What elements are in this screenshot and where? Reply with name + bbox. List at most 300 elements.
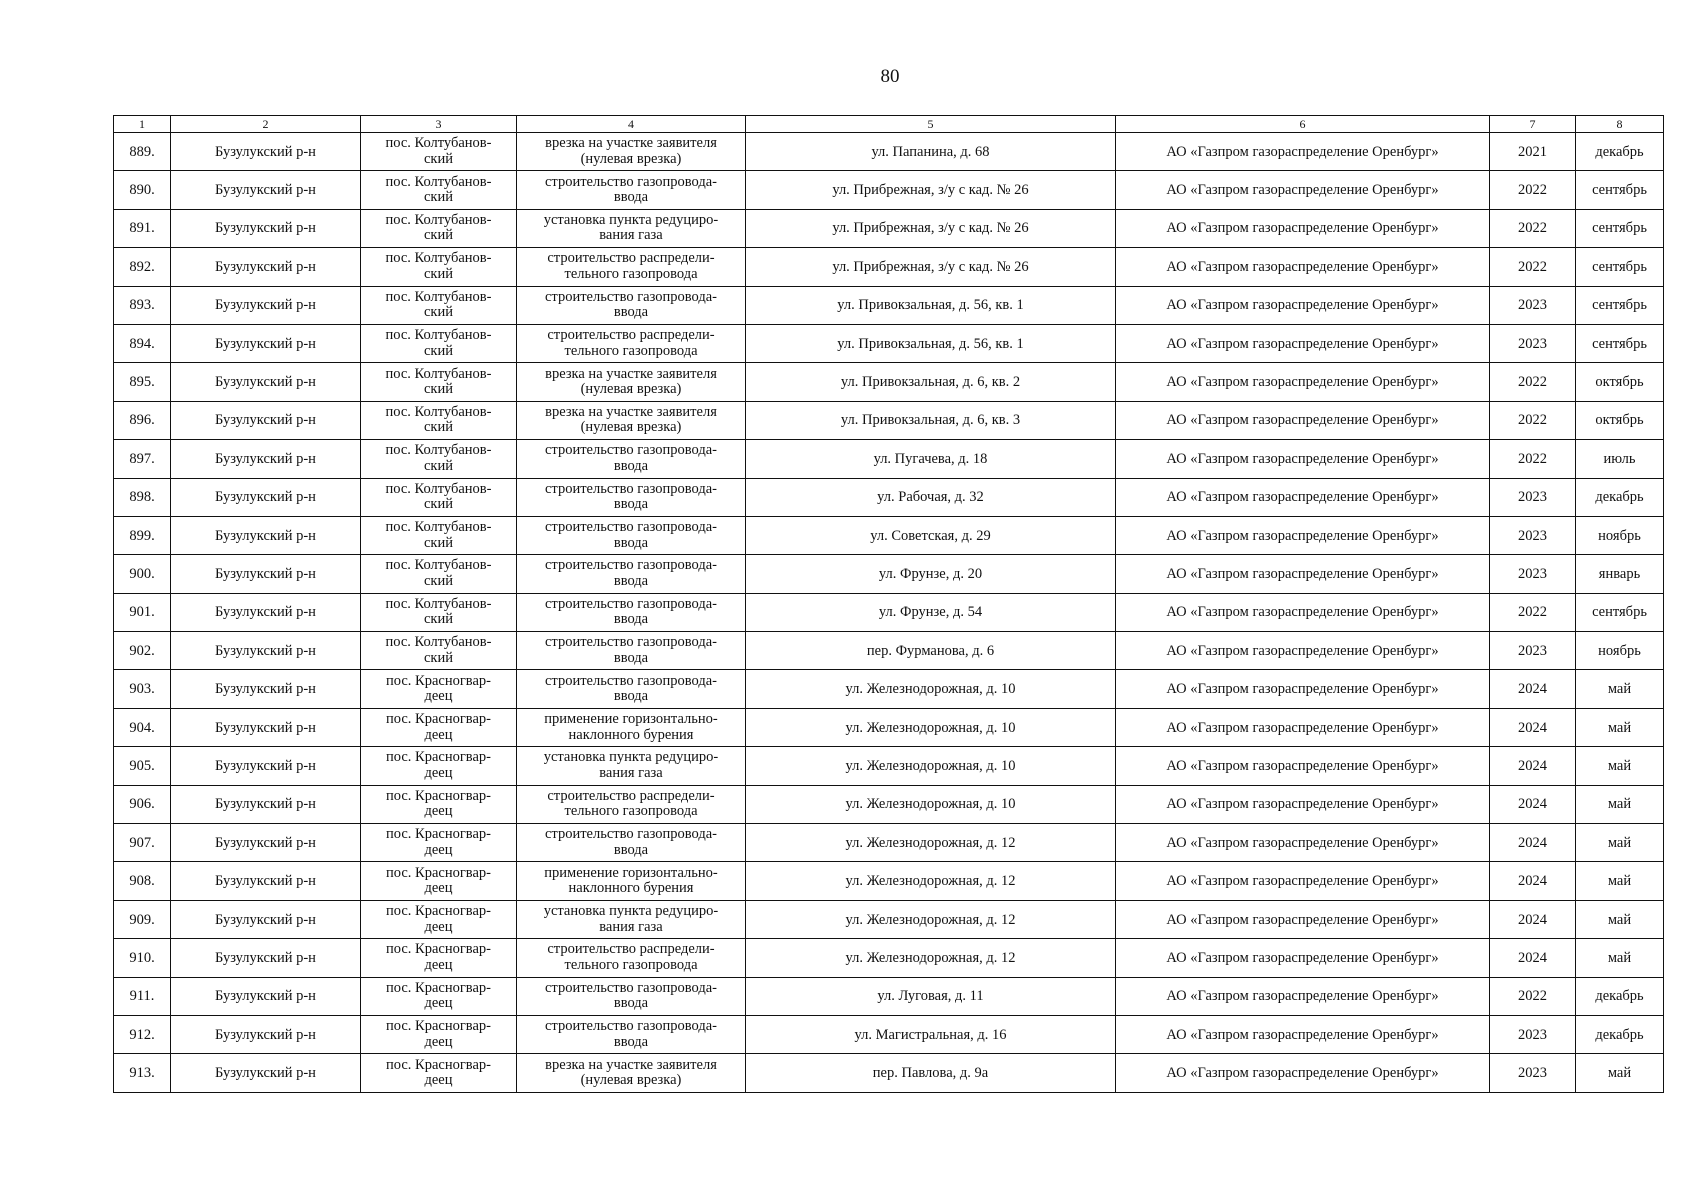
locality-cell-line: пос. Колтубанов- — [385, 365, 492, 382]
year-cell: 2024 — [1490, 824, 1576, 862]
month-cell: сентябрь — [1576, 209, 1664, 247]
locality-cell — [361, 747, 517, 785]
row-number: 897. — [114, 440, 171, 478]
locality-cell-line: деец — [424, 803, 453, 820]
organization-cell: АО «Газпром газораспределение Оренбург» — [1116, 324, 1490, 362]
column-header: 2 — [171, 116, 361, 133]
table-row — [114, 478, 1664, 516]
locality-cell-line: деец — [424, 726, 453, 743]
month-cell: май — [1576, 900, 1664, 938]
month-cell: май — [1576, 1054, 1664, 1092]
work-type-cell-line: строительство газопровода- — [545, 1018, 717, 1035]
organization-cell: АО «Газпром газораспределение Оренбург» — [1116, 516, 1490, 554]
locality-cell-line: ский — [424, 227, 453, 244]
year-cell: 2024 — [1490, 862, 1576, 900]
month-cell: май — [1576, 824, 1664, 862]
locality-cell-line: пос. Красногвар- — [386, 711, 491, 728]
table-row — [114, 785, 1664, 823]
work-type-cell — [517, 632, 746, 670]
locality-cell — [361, 324, 517, 362]
work-type-cell-line: строительство распредели- — [547, 250, 715, 267]
column-header: 4 — [517, 116, 746, 133]
year-cell: 2023 — [1490, 1015, 1576, 1053]
address-cell: ул. Железнодорожная, д. 10 — [746, 747, 1116, 785]
address-cell: пер. Фурманова, д. 6 — [746, 632, 1116, 670]
year-cell: 2023 — [1490, 1054, 1576, 1092]
month-cell: сентябрь — [1576, 593, 1664, 631]
locality-cell-line: ский — [424, 649, 453, 666]
organization-cell: АО «Газпром газораспределение Оренбург» — [1116, 171, 1490, 209]
column-header: 7 — [1490, 116, 1576, 133]
locality-cell-line: пос. Колтубанов- — [385, 595, 492, 612]
month-cell: май — [1576, 785, 1664, 823]
address-cell: ул. Магистральная, д. 16 — [746, 1015, 1116, 1053]
work-type-cell — [517, 555, 746, 593]
column-header: 3 — [361, 116, 517, 133]
district-cell: Бузулукский р-н — [171, 632, 361, 670]
address-cell: ул. Железнодорожная, д. 10 — [746, 785, 1116, 823]
year-cell: 2022 — [1490, 440, 1576, 478]
work-type-cell — [517, 478, 746, 516]
address-cell: ул. Привокзальная, д. 6, кв. 3 — [746, 401, 1116, 439]
organization-cell: АО «Газпром газораспределение Оренбург» — [1116, 286, 1490, 324]
district-cell: Бузулукский р-н — [171, 478, 361, 516]
locality-cell-line: деец — [424, 688, 453, 705]
row-number: 898. — [114, 478, 171, 516]
work-type-cell-line: строительство распредели- — [547, 787, 715, 804]
column-header: 6 — [1116, 116, 1490, 133]
work-type-cell-line: вания газа — [599, 227, 663, 244]
locality-cell-line: пос. Колтубанов- — [385, 480, 492, 497]
row-number: 895. — [114, 363, 171, 401]
organization-cell: АО «Газпром газораспределение Оренбург» — [1116, 862, 1490, 900]
locality-cell-line: деец — [424, 764, 453, 781]
month-cell: ноябрь — [1576, 632, 1664, 670]
district-cell: Бузулукский р-н — [171, 900, 361, 938]
table-row — [114, 977, 1664, 1015]
work-type-cell-line: ввода — [613, 649, 649, 666]
month-cell: май — [1576, 670, 1664, 708]
row-number: 912. — [114, 1015, 171, 1053]
work-type-cell-line: ввода — [613, 534, 649, 551]
work-type-cell-line: ввода — [613, 189, 649, 206]
work-type-cell — [517, 747, 746, 785]
month-cell: май — [1576, 939, 1664, 977]
row-number: 904. — [114, 708, 171, 746]
work-type-cell — [517, 248, 746, 286]
address-cell: ул. Привокзальная, д. 6, кв. 2 — [746, 363, 1116, 401]
work-type-cell-line: применение горизонтально- — [544, 864, 718, 881]
district-cell: Бузулукский р-н — [171, 1054, 361, 1092]
month-cell: сентябрь — [1576, 324, 1664, 362]
address-cell: ул. Прибрежная, з/у с кад. № 26 — [746, 171, 1116, 209]
locality-cell — [361, 670, 517, 708]
month-cell: декабрь — [1576, 1015, 1664, 1053]
table-row — [114, 324, 1664, 362]
district-cell: Бузулукский р-н — [171, 363, 361, 401]
work-type-cell-line: строительство газопровода- — [545, 173, 717, 190]
work-type-cell — [517, 133, 746, 171]
work-type-cell — [517, 363, 746, 401]
locality-cell-line: пос. Колтубанов- — [385, 135, 492, 152]
work-type-cell-line: строительство газопровода- — [545, 442, 717, 459]
district-cell: Бузулукский р-н — [171, 286, 361, 324]
district-cell: Бузулукский р-н — [171, 248, 361, 286]
locality-cell-line: ский — [424, 419, 453, 436]
district-cell: Бузулукский р-н — [171, 516, 361, 554]
locality-cell-line: пос. Красногвар- — [386, 787, 491, 804]
work-type-cell — [517, 900, 746, 938]
row-number: 892. — [114, 248, 171, 286]
address-cell: ул. Железнодорожная, д. 10 — [746, 708, 1116, 746]
locality-cell — [361, 593, 517, 631]
district-cell: Бузулукский р-н — [171, 133, 361, 171]
work-type-cell-line: (нулевая врезка) — [580, 419, 682, 436]
year-cell: 2022 — [1490, 248, 1576, 286]
row-number: 894. — [114, 324, 171, 362]
work-type-cell-line: строительство распредели- — [547, 327, 715, 344]
table-row — [114, 1015, 1664, 1053]
locality-cell — [361, 1015, 517, 1053]
district-cell: Бузулукский р-н — [171, 401, 361, 439]
header-row — [114, 116, 1664, 133]
locality-cell-line: ский — [424, 265, 453, 282]
work-type-cell-line: установка пункта редуциро- — [543, 211, 719, 228]
locality-cell-line: пос. Колтубанов- — [385, 327, 492, 344]
district-cell: Бузулукский р-н — [171, 785, 361, 823]
district-cell: Бузулукский р-н — [171, 209, 361, 247]
locality-cell-line: деец — [424, 956, 453, 973]
address-cell: ул. Железнодорожная, д. 12 — [746, 862, 1116, 900]
table-row — [114, 1054, 1664, 1092]
work-type-cell-line: (нулевая врезка) — [580, 381, 682, 398]
year-cell: 2024 — [1490, 670, 1576, 708]
row-number: 911. — [114, 977, 171, 1015]
row-number: 890. — [114, 171, 171, 209]
month-cell: октябрь — [1576, 401, 1664, 439]
work-type-cell-line: строительство газопровода- — [545, 672, 717, 689]
work-type-cell-line: наклонного бурения — [568, 880, 694, 897]
row-number: 891. — [114, 209, 171, 247]
work-type-cell — [517, 286, 746, 324]
work-type-cell-line: вания газа — [599, 764, 663, 781]
locality-cell-line: ский — [424, 457, 453, 474]
row-number: 906. — [114, 785, 171, 823]
year-cell: 2024 — [1490, 708, 1576, 746]
locality-cell — [361, 133, 517, 171]
month-cell: октябрь — [1576, 363, 1664, 401]
work-type-cell-line: врезка на участке заявителя — [545, 365, 717, 382]
work-type-cell-line: применение горизонтально- — [544, 711, 718, 728]
work-type-cell — [517, 939, 746, 977]
month-cell: сентябрь — [1576, 171, 1664, 209]
locality-cell-line: деец — [424, 1033, 453, 1050]
month-cell: май — [1576, 708, 1664, 746]
month-cell: май — [1576, 747, 1664, 785]
organization-cell: АО «Газпром газораспределение Оренбург» — [1116, 363, 1490, 401]
work-type-cell-line: ввода — [613, 841, 649, 858]
district-cell: Бузулукский р-н — [171, 324, 361, 362]
organization-cell: АО «Газпром газораспределение Оренбург» — [1116, 440, 1490, 478]
district-cell: Бузулукский р-н — [171, 708, 361, 746]
work-type-cell-line: строительство газопровода- — [545, 979, 717, 996]
row-number: 902. — [114, 632, 171, 670]
month-cell: сентябрь — [1576, 248, 1664, 286]
work-type-cell — [517, 440, 746, 478]
locality-cell-line: пос. Красногвар- — [386, 672, 491, 689]
organization-cell: АО «Газпром газораспределение Оренбург» — [1116, 555, 1490, 593]
locality-cell-line: пос. Колтубанов- — [385, 557, 492, 574]
work-type-cell — [517, 401, 746, 439]
address-cell: ул. Железнодорожная, д. 12 — [746, 939, 1116, 977]
month-cell: сентябрь — [1576, 286, 1664, 324]
work-type-cell-line: наклонного бурения — [568, 726, 694, 743]
locality-cell — [361, 555, 517, 593]
district-cell: Бузулукский р-н — [171, 440, 361, 478]
locality-cell — [361, 286, 517, 324]
address-cell: ул. Луговая, д. 11 — [746, 977, 1116, 1015]
column-header: 8 — [1576, 116, 1664, 133]
organization-cell: АО «Газпром газораспределение Оренбург» — [1116, 1015, 1490, 1053]
locality-cell — [361, 708, 517, 746]
year-cell: 2023 — [1490, 286, 1576, 324]
work-type-cell-line: строительство газопровода- — [545, 288, 717, 305]
organization-cell: АО «Газпром газораспределение Оренбург» — [1116, 977, 1490, 1015]
address-cell: ул. Прибрежная, з/у с кад. № 26 — [746, 209, 1116, 247]
district-cell: Бузулукский р-н — [171, 1015, 361, 1053]
work-type-cell — [517, 1054, 746, 1092]
table-row — [114, 440, 1664, 478]
year-cell: 2023 — [1490, 555, 1576, 593]
locality-cell-line: пос. Колтубанов- — [385, 634, 492, 651]
year-cell: 2021 — [1490, 133, 1576, 171]
month-cell: ноябрь — [1576, 516, 1664, 554]
work-type-cell-line: ввода — [613, 995, 649, 1012]
work-type-cell — [517, 171, 746, 209]
district-cell: Бузулукский р-н — [171, 862, 361, 900]
table-row — [114, 171, 1664, 209]
table-row — [114, 747, 1664, 785]
work-type-cell — [517, 1015, 746, 1053]
year-cell: 2022 — [1490, 401, 1576, 439]
locality-cell — [361, 516, 517, 554]
year-cell: 2024 — [1490, 900, 1576, 938]
year-cell: 2023 — [1490, 478, 1576, 516]
locality-cell-line: ский — [424, 381, 453, 398]
month-cell: декабрь — [1576, 133, 1664, 171]
year-cell: 2023 — [1490, 516, 1576, 554]
address-cell: ул. Советская, д. 29 — [746, 516, 1116, 554]
locality-cell-line: пос. Колтубанов- — [385, 288, 492, 305]
work-type-cell-line: установка пункта редуциро- — [543, 749, 719, 766]
work-type-cell-line: (нулевая врезка) — [580, 1072, 682, 1089]
year-cell: 2022 — [1490, 977, 1576, 1015]
organization-cell: АО «Газпром газораспределение Оренбург» — [1116, 939, 1490, 977]
table-body — [114, 133, 1664, 1093]
address-cell: ул. Папанина, д. 68 — [746, 133, 1116, 171]
work-type-cell-line: тельного газопровода — [564, 342, 698, 359]
column-header: 5 — [746, 116, 1116, 133]
locality-cell — [361, 363, 517, 401]
year-cell: 2024 — [1490, 747, 1576, 785]
locality-cell-line: пос. Красногвар- — [386, 749, 491, 766]
work-type-cell-line: тельного газопровода — [564, 265, 698, 282]
work-type-cell — [517, 708, 746, 746]
address-cell: ул. Железнодорожная, д. 10 — [746, 670, 1116, 708]
organization-cell: АО «Газпром газораспределение Оренбург» — [1116, 133, 1490, 171]
work-type-cell-line: (нулевая врезка) — [580, 150, 682, 167]
locality-cell-line: пос. Колтубанов- — [385, 442, 492, 459]
address-cell: ул. Фрунзе, д. 20 — [746, 555, 1116, 593]
table-row — [114, 939, 1664, 977]
locality-cell-line: пос. Красногвар- — [386, 941, 491, 958]
organization-cell: АО «Газпром газораспределение Оренбург» — [1116, 900, 1490, 938]
work-type-cell-line: строительство газопровода- — [545, 480, 717, 497]
row-number: 896. — [114, 401, 171, 439]
table-row — [114, 555, 1664, 593]
locality-cell-line: ский — [424, 572, 453, 589]
month-cell: декабрь — [1576, 478, 1664, 516]
work-type-cell-line: строительство газопровода- — [545, 595, 717, 612]
work-type-cell-line: строительство распредели- — [547, 941, 715, 958]
locality-cell-line: пос. Красногвар- — [386, 864, 491, 881]
work-type-cell — [517, 862, 746, 900]
locality-cell-line: ский — [424, 150, 453, 167]
organization-cell: АО «Газпром газораспределение Оренбург» — [1116, 708, 1490, 746]
locality-cell — [361, 632, 517, 670]
work-type-cell-line: врезка на участке заявителя — [545, 1056, 717, 1073]
work-type-cell — [517, 824, 746, 862]
work-type-cell-line: ввода — [613, 572, 649, 589]
locality-cell — [361, 401, 517, 439]
district-cell: Бузулукский р-н — [171, 593, 361, 631]
table-row — [114, 363, 1664, 401]
locality-cell-line: деец — [424, 841, 453, 858]
locality-cell — [361, 171, 517, 209]
district-cell: Бузулукский р-н — [171, 824, 361, 862]
row-number: 907. — [114, 824, 171, 862]
table-row — [114, 900, 1664, 938]
address-cell: ул. Прибрежная, з/у с кад. № 26 — [746, 248, 1116, 286]
table-row — [114, 862, 1664, 900]
page-number: 80 — [880, 66, 900, 87]
work-type-cell-line: ввода — [613, 611, 649, 628]
locality-cell — [361, 939, 517, 977]
locality-cell — [361, 785, 517, 823]
locality-cell-line: пос. Красногвар- — [386, 1018, 491, 1035]
district-cell: Бузулукский р-н — [171, 171, 361, 209]
month-cell: январь — [1576, 555, 1664, 593]
district-cell: Бузулукский р-н — [171, 555, 361, 593]
locality-cell — [361, 209, 517, 247]
row-number: 889. — [114, 133, 171, 171]
locality-cell-line: ский — [424, 611, 453, 628]
locality-cell-line: пос. Красногвар- — [386, 979, 491, 996]
year-cell: 2022 — [1490, 209, 1576, 247]
table-row — [114, 824, 1664, 862]
year-cell: 2023 — [1490, 632, 1576, 670]
locality-cell-line: ский — [424, 496, 453, 513]
work-type-cell-line: ввода — [613, 688, 649, 705]
address-cell: ул. Фрунзе, д. 54 — [746, 593, 1116, 631]
work-type-cell-line: врезка на участке заявителя — [545, 135, 717, 152]
organization-cell: АО «Газпром газораспределение Оренбург» — [1116, 593, 1490, 631]
organization-cell: АО «Газпром газораспределение Оренбург» — [1116, 632, 1490, 670]
organization-cell: АО «Газпром газораспределение Оренбург» — [1116, 401, 1490, 439]
work-type-cell-line: ввода — [613, 496, 649, 513]
locality-cell-line: пос. Колтубанов- — [385, 173, 492, 190]
work-type-cell — [517, 670, 746, 708]
year-cell: 2024 — [1490, 785, 1576, 823]
row-number: 908. — [114, 862, 171, 900]
locality-cell-line: пос. Красногвар- — [386, 1056, 491, 1073]
locality-cell — [361, 977, 517, 1015]
locality-cell-line: пос. Колтубанов- — [385, 250, 492, 267]
address-cell: ул. Пугачева, д. 18 — [746, 440, 1116, 478]
row-number: 893. — [114, 286, 171, 324]
work-type-cell-line: ввода — [613, 304, 649, 321]
organization-cell: АО «Газпром газораспределение Оренбург» — [1116, 209, 1490, 247]
table-row — [114, 593, 1664, 631]
locality-cell-line: пос. Колтубанов- — [385, 403, 492, 420]
table-row — [114, 708, 1664, 746]
work-type-cell-line: установка пункта редуциро- — [543, 903, 719, 919]
table-row — [114, 670, 1664, 708]
address-cell: ул. Привокзальная, д. 56, кв. 1 — [746, 286, 1116, 324]
locality-cell-line: пос. Красногвар- — [386, 826, 491, 843]
organization-cell: АО «Газпром газораспределение Оренбург» — [1116, 670, 1490, 708]
work-type-cell — [517, 977, 746, 1015]
work-type-cell-line: тельного газопровода — [564, 956, 698, 973]
organization-cell: АО «Газпром газораспределение Оренбург» — [1116, 1054, 1490, 1092]
row-number: 899. — [114, 516, 171, 554]
work-type-cell-line: врезка на участке заявителя — [545, 403, 717, 420]
district-cell: Бузулукский р-н — [171, 747, 361, 785]
year-cell: 2023 — [1490, 324, 1576, 362]
locality-cell-line: пос. Колтубанов- — [385, 519, 492, 536]
address-cell: ул. Железнодорожная, д. 12 — [746, 824, 1116, 862]
work-type-cell-line: строительство газопровода- — [545, 634, 717, 651]
row-number: 909. — [114, 900, 171, 938]
locality-cell — [361, 900, 517, 938]
work-type-cell-line: строительство газопровода- — [545, 557, 717, 574]
work-type-cell — [517, 209, 746, 247]
table-row — [114, 133, 1664, 171]
table-row — [114, 209, 1664, 247]
locality-cell — [361, 862, 517, 900]
work-type-cell-line: строительство газопровода- — [545, 826, 717, 843]
address-cell: пер. Павлова, д. 9а — [746, 1054, 1116, 1092]
locality-cell — [361, 248, 517, 286]
table-row — [114, 632, 1664, 670]
row-number: 913. — [114, 1054, 171, 1092]
work-type-cell-line: ввода — [613, 457, 649, 474]
column-header: 1 — [114, 116, 171, 133]
work-type-cell — [517, 324, 746, 362]
work-type-cell-line: тельного газопровода — [564, 803, 698, 820]
table-row — [114, 286, 1664, 324]
district-cell: Бузулукский р-н — [171, 670, 361, 708]
year-cell: 2022 — [1490, 363, 1576, 401]
locality-cell-line: деец — [424, 995, 453, 1012]
month-cell: май — [1576, 862, 1664, 900]
address-cell: ул. Железнодорожная, д. 12 — [746, 900, 1116, 938]
work-type-cell-line: вания газа — [599, 918, 663, 935]
locality-cell-line: пос. Колтубанов- — [385, 211, 492, 228]
organization-cell: АО «Газпром газораспределение Оренбург» — [1116, 824, 1490, 862]
locality-cell — [361, 824, 517, 862]
row-number: 910. — [114, 939, 171, 977]
